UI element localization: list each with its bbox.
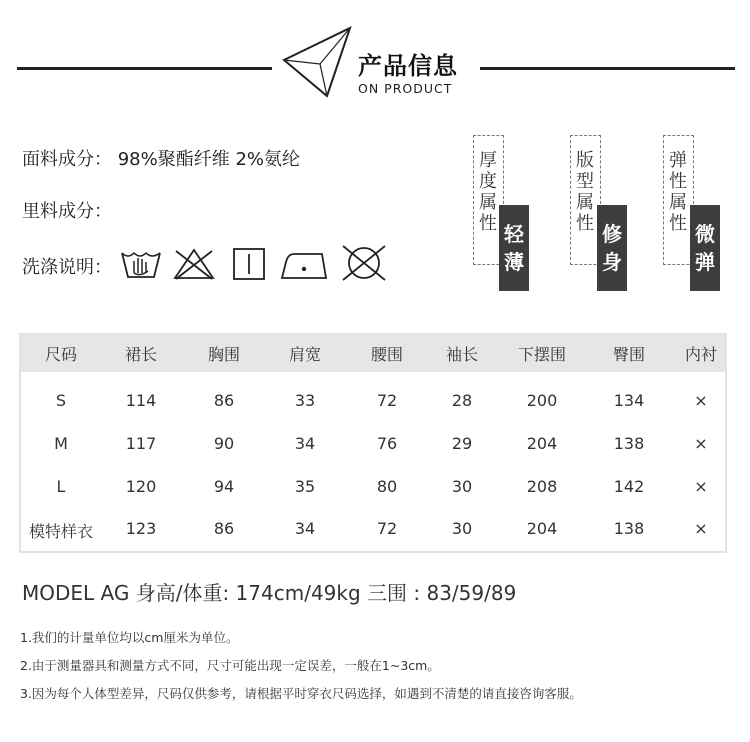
- note-item: 3.因为每个人体型差异，尺码仅供参考，请根据平时穿衣尺码选择，如遇到不清楚的请直接咨询客服。: [20, 686, 582, 701]
- table-cell: 123: [125, 519, 157, 538]
- hand-wash-icon: [120, 247, 162, 281]
- size-table: [19, 333, 727, 553]
- attribute-value-badge: 微弹: [690, 205, 720, 291]
- header-right-line: [480, 67, 735, 70]
- wash-instructions-label: 洗涤说明：: [22, 257, 112, 278]
- table-cell: L: [56, 477, 66, 496]
- table-row: [21, 391, 725, 415]
- table-cell: 204: [526, 434, 558, 453]
- table-cell: 114: [125, 391, 157, 410]
- table-cell: ×: [694, 519, 708, 538]
- table-cell: ×: [694, 434, 708, 453]
- triangle-logo-icon: [282, 26, 356, 100]
- table-cell: 134: [613, 391, 645, 410]
- header-cell: 裙长: [124, 345, 158, 364]
- table-cell: 80: [376, 477, 398, 496]
- table-cell: 208: [526, 477, 558, 496]
- attribute-label: 厚度属性: [479, 150, 497, 234]
- table-cell: 72: [376, 519, 398, 538]
- header-subtitle: ON PRODUCT: [358, 81, 453, 96]
- table-cell: 204: [526, 519, 558, 538]
- header-title: 产品信息: [358, 51, 458, 80]
- table-cell: 138: [613, 434, 645, 453]
- table-row: [21, 519, 725, 543]
- note-item: 2.由于测量器具和测量方式不同，尺寸可能出现一定误差，一般在1~3cm。: [20, 658, 440, 673]
- header-cell: 下摆围: [517, 345, 567, 364]
- table-cell: 30: [451, 477, 473, 496]
- table-cell: 86: [213, 391, 235, 410]
- line-dry-icon: [231, 246, 267, 282]
- table-cell: 94: [213, 477, 235, 496]
- table-cell: 120: [125, 477, 157, 496]
- table-cell: 72: [376, 391, 398, 410]
- table-cell: 30: [451, 519, 473, 538]
- table-cell: 90: [213, 434, 235, 453]
- no-dry-clean-icon: [339, 244, 389, 282]
- fabric-composition: 面料成分： 98%聚酯纤维 2%氨纶: [22, 149, 301, 170]
- header-left-line: [17, 67, 272, 70]
- table-cell: 模特样衣: [28, 522, 94, 541]
- table-cell: 86: [213, 519, 235, 538]
- header-cell: 腰围: [370, 345, 404, 364]
- table-cell: 33: [294, 391, 316, 410]
- header-cell: 臀围: [612, 345, 646, 364]
- no-bleach-icon: [172, 247, 216, 281]
- header-cell: 内衬: [684, 345, 718, 364]
- table-header: [21, 335, 725, 372]
- table-row: [21, 434, 725, 458]
- table-cell: 138: [613, 519, 645, 538]
- table-cell: 29: [451, 434, 473, 453]
- attribute-value-badge: 轻薄: [499, 205, 529, 291]
- header-cell: 袖长: [445, 345, 479, 364]
- attribute-label: 版型属性: [576, 150, 594, 234]
- header-cell: 胸围: [207, 345, 241, 364]
- table-cell: M: [54, 434, 68, 453]
- table-cell: 34: [294, 519, 316, 538]
- model-info: MODEL AG 身高/体重: 174cm/49kg 三围 : 83/59/89: [22, 581, 517, 605]
- attribute-value-badge: 修身: [597, 205, 627, 291]
- table-cell: S: [55, 391, 67, 410]
- lining-composition: 里料成分：: [22, 201, 112, 222]
- table-cell: ×: [694, 391, 708, 410]
- table-cell: 76: [376, 434, 398, 453]
- table-cell: 200: [526, 391, 558, 410]
- table-cell: 28: [451, 391, 473, 410]
- table-cell: 142: [613, 477, 645, 496]
- iron-low-icon: [280, 248, 328, 280]
- header-cell: 尺码: [44, 345, 78, 364]
- table-cell: 35: [294, 477, 316, 496]
- table-cell: 34: [294, 434, 316, 453]
- header-cell: 肩宽: [288, 345, 322, 364]
- table-cell: ×: [694, 477, 708, 496]
- note-item: 1.我们的计量单位均以cm厘米为单位。: [20, 630, 239, 645]
- table-cell: 117: [125, 434, 157, 453]
- attribute-label: 弹性属性: [669, 150, 687, 234]
- table-row: [21, 477, 725, 501]
